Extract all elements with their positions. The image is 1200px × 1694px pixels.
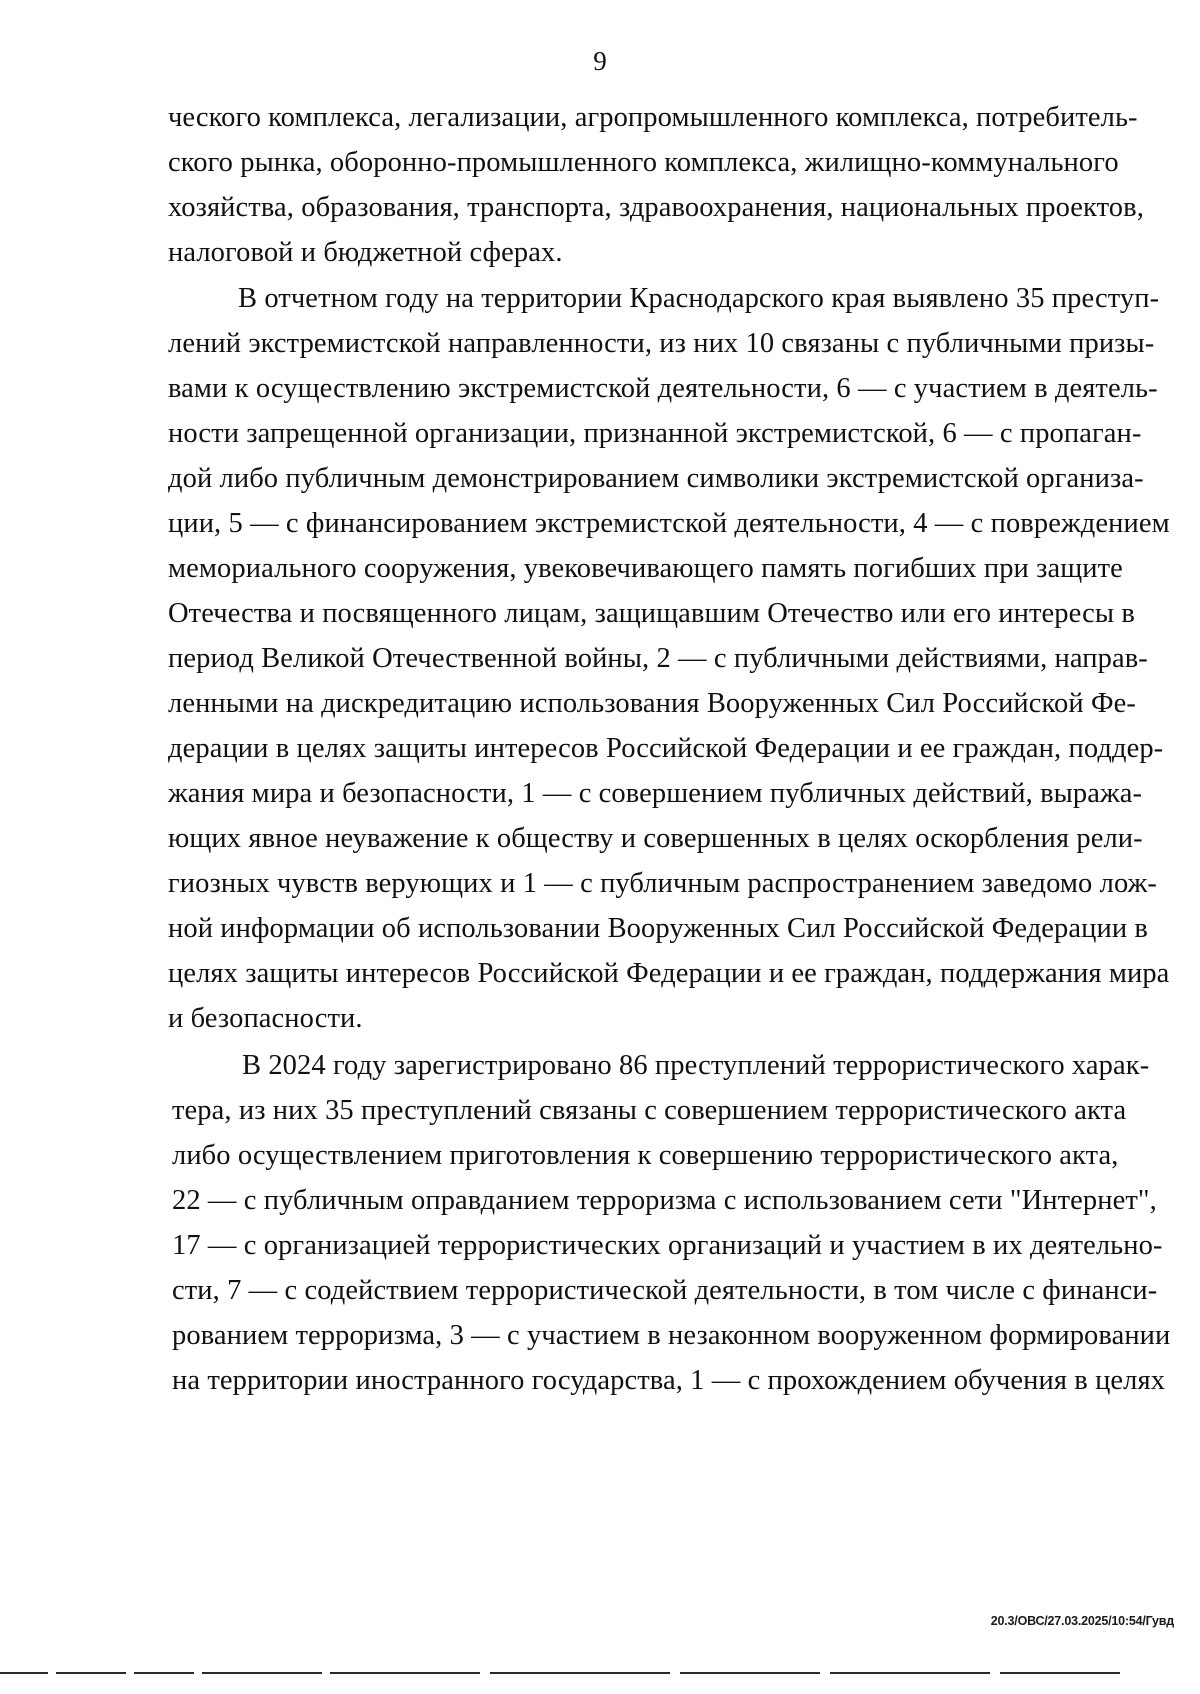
scan-dash — [0, 1672, 48, 1674]
text-line: 22 — с публичным оправданием терроризма с использованием сети "Интернет", — [172, 1185, 1157, 1216]
text-line: мемориального сооружения, увековечивающего память погибших при защите — [168, 553, 1123, 584]
text-line: ности запрещенной организации, признанной экстремистской, 6 — с пропаган- — [168, 418, 1142, 449]
text-line: налоговой и бюджетной сферах. — [168, 237, 563, 268]
text-line: ной информации об использовании Вооруженных Сил Российской Федерации в — [168, 913, 1148, 944]
scan-dash — [202, 1672, 322, 1674]
text-line: хозяйства, образования, транспорта, здравоохранения, национальных проектов, — [168, 192, 1144, 223]
text-line: ского рынка, оборонно-промышленного комплекса, жилищно-коммунального — [168, 147, 1119, 178]
text-line: ческого комплекса, легализации, агропромышленного комплекса, потребитель- — [168, 102, 1138, 133]
scan-dash — [830, 1672, 990, 1674]
text-line: гиозных чувств верующих и 1 — с публичным распространением заведомо лож- — [168, 868, 1157, 899]
paragraph-first-line: В отчетном году на территории Краснодарского края выявлено 35 преступ- — [238, 283, 1160, 314]
text-line: период Великой Отечественной войны, 2 — с публичными действиями, направ- — [168, 643, 1148, 674]
scan-dash — [134, 1672, 194, 1674]
paragraph-first-line: В 2024 году зарегистрировано 86 преступлений террористического харак- — [242, 1050, 1150, 1081]
text-line: 17 — с организацией террористических организаций и участием в их деятельно- — [172, 1230, 1163, 1261]
scan-dash — [330, 1672, 480, 1674]
text-line: вами к осуществлению экстремистской деятельности, 6 — с участием в деятель- — [168, 373, 1158, 404]
text-line: жания мира и безопасности, 1 — с совершением публичных действий, выража- — [168, 778, 1143, 809]
scan-edge-marks — [0, 1670, 1200, 1676]
text-line: дой либо публичным демонстрированием символики экстремистской организа- — [168, 463, 1144, 494]
text-line: ленными на дискредитацию использования Вооруженных Сил Российской Фе- — [168, 688, 1136, 719]
text-line: либо осуществлением приготовления к совершению террористического акта, — [172, 1140, 1119, 1171]
page-number: 9 — [593, 46, 607, 76]
text-line: дерации в целях защиты интересов Российской Федерации и ее граждан, поддер- — [168, 733, 1164, 764]
text-line: тера, из них 35 преступлений связаны с совершением террористического акта — [172, 1095, 1127, 1126]
text-line: сти, 7 — с содействием террористической деятельности, в том числе с финанси- — [172, 1275, 1158, 1306]
scan-dash — [56, 1672, 126, 1674]
text-line: Отечества и посвященного лицам, защищавшим Отечество или его интересы в — [168, 598, 1135, 629]
text-line: рованием терроризма, 3 — с участием в незаконном вооруженном формировании — [172, 1320, 1171, 1351]
text-line: на территории иностранного государства, 1 — с прохождением обучения в целях — [172, 1365, 1166, 1396]
scan-dash — [680, 1672, 820, 1674]
text-line: и безопасности. — [168, 1003, 363, 1034]
document-registration-code: 20.3/ОВС/27.03.2025/10:54/Гувд — [990, 1614, 1174, 1628]
text-line: лений экстремистской направленности, из них 10 связаны с публичными призы- — [168, 328, 1155, 359]
scan-dash — [490, 1672, 670, 1674]
scan-dash — [1000, 1672, 1120, 1674]
text-line: ющих явное неуважение к обществу и совершенных в целях оскорбления рели- — [168, 823, 1143, 854]
text-line: целях защиты интересов Российской Федерации и ее граждан, поддержания мира — [168, 958, 1170, 989]
text-line: ции, 5 — с финансированием экстремистской деятельности, 4 — с повреждением — [168, 508, 1170, 539]
